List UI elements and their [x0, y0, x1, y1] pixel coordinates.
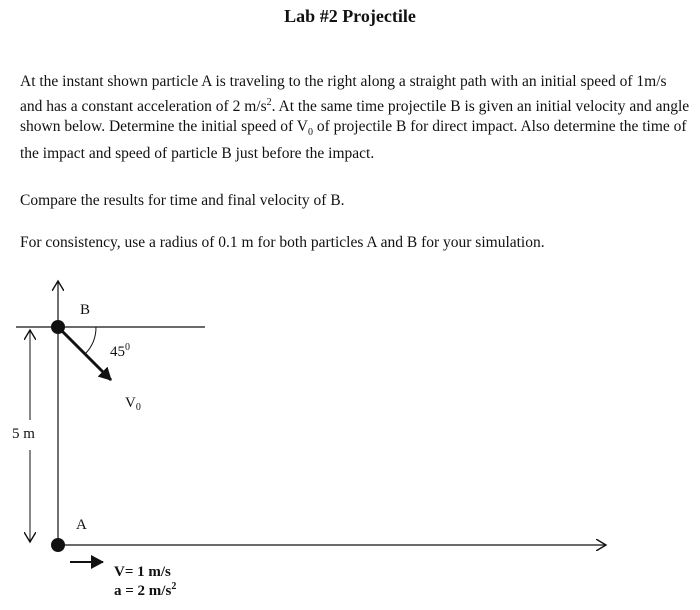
problem-statement: At the instant shown particle A is traveling to the right along a straight path with an initial speed of 1m/s and has a constant acceleration of 2 $m/s^2$. At the same time projectile B is given an initial velocity and angle shown below. Determine the initial speed of $V_0$ of projectile B for direct impact. Also determine the time of the impact and speed of particle B just before the impact.	[20, 73, 690, 162]
a-acceleration-label: a = 2 $m/s^2$	[114, 581, 177, 599]
angle-label: $45^0$	[110, 342, 130, 360]
particle-a	[51, 538, 65, 552]
label-a: A	[76, 517, 87, 533]
particle-b	[51, 320, 65, 334]
compare-instruction: Compare the results for time and final velocity of B.	[20, 192, 345, 209]
v0-vector	[58, 327, 111, 380]
page-title: Lab #2 Projectile	[284, 6, 416, 26]
consistency-instruction: For consistency, use a radius of 0.1 m for both particles A and B for your simulation.	[20, 234, 545, 251]
angle-arc	[85, 327, 96, 354]
v0-label: $V_0$	[125, 395, 141, 413]
a-velocity-label: V= 1 m/s	[114, 564, 171, 580]
height-label: 5 m	[12, 426, 35, 442]
label-b: B	[80, 302, 91, 318]
